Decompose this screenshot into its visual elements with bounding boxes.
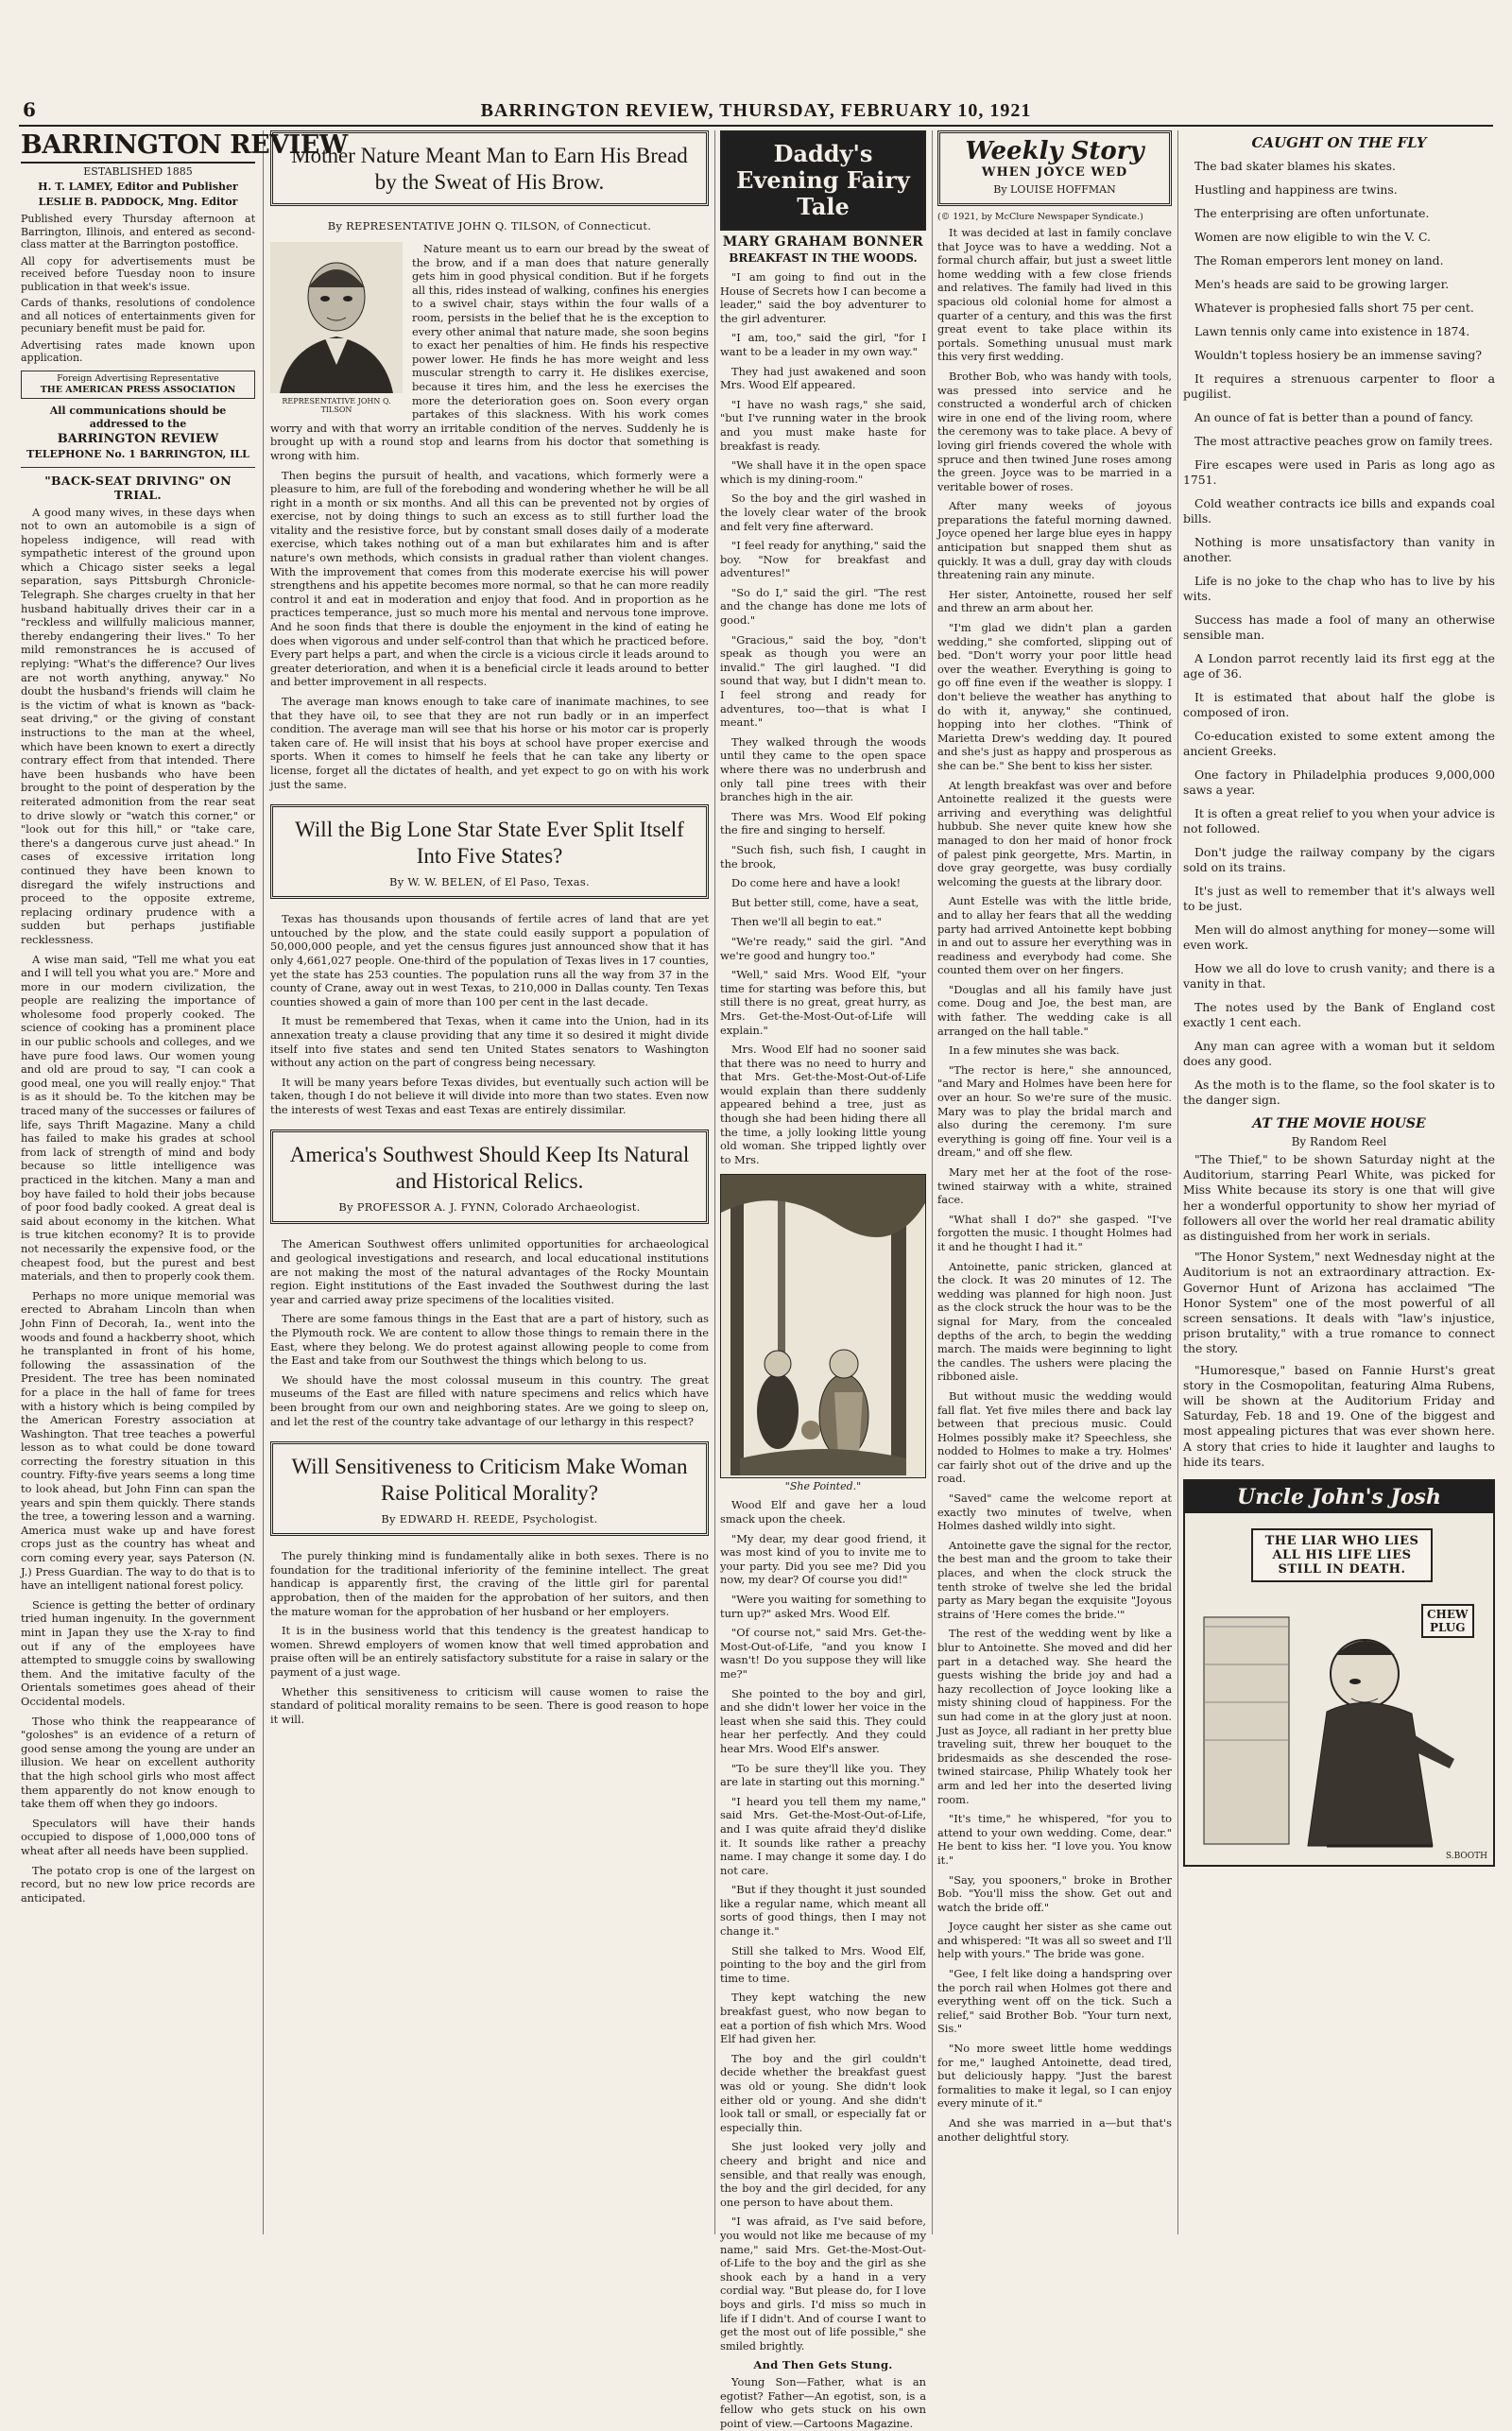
cartoon-body (1185, 1513, 1493, 1865)
brief-item: An ounce of fat is better than a pound of fancy. (1194, 410, 1474, 424)
cartoon-panel (1183, 1479, 1495, 1867)
paragraph: "Douglas and all his family have just come. Doug and Joe, the best man, are with father. The wedding cake is all arranged on the hall table." (937, 982, 1172, 1038)
masthead-cards-notice: Cards of thanks, resolutions of condolence and all notices of entertainments given for pecuniary benefit must be paid for. (21, 297, 255, 335)
ad-representative-box (21, 371, 255, 399)
fairy-tale-banner: Daddy's Evening Fairy Tale (720, 130, 926, 231)
cartoon-caption: THE LIAR WHO LIES ALL HIS LIFE LIES STILL IN DEATH. (1251, 1528, 1433, 1582)
brief-item: Hustling and happiness are twins. (1194, 182, 1398, 197)
paragraph: Still she talked to Mrs. Wood Elf, pointing to the boy and the girl from time to time. (720, 1943, 926, 1985)
brief-item: Any man can agree with a woman but it seldom does any good. (1183, 1039, 1495, 1068)
brief-item: A London parrot recently laid its first egg at the age of 36. (1183, 651, 1495, 681)
paragraph: Texas has thousands upon thousands of fertile acres of land that are yet untouched by the plow, and the state could easily support a population of 50,000,000 people, and yet the census figures just announced show that it has only 4,661,027 people. One-third of the population of Texas lives in 17 counties, yet the state has 253 counties. The population runs all the way from 37 in the county of Crane, away out in west Texas, to 210,000 in Dallas county. Ten Texas counties showed a gain of more than 100 per cent in the last decade. (270, 912, 709, 1009)
fairy-tale-subtitle: BREAKFAST IN THE WOODS. (729, 251, 918, 265)
paragraph: Joyce caught her sister as she came out and whispered: "It was all so sweet and I'll help with yours." The bride was gone. (937, 1920, 1172, 1961)
paragraph: "Were you waiting for something to turn up?" asked Mrs. Wood Elf. (720, 1593, 926, 1620)
paragraph: Science is getting the better of ordinary tried human ingenuity. In the government mint in Japan they use the X-ray to find out if any of the employees have attempted to smuggle coins by swallowing them. And the imitative faculty of the Orientals sometimes goes ahead of their Occidental models. (21, 1597, 255, 1708)
masthead-manager: LESLIE B. PADDOCK, Mng. Editor (38, 196, 238, 208)
cartoon-title: Uncle John's Josh (1185, 1481, 1493, 1513)
paragraph: "I'm glad we didn't plan a garden wedding," she comforted, slipping out of bed. "Don't worry your poor little head over the weather. Everything is going to go off fine even if the weather is sloppy. I don't believe the weather has anything to do with it, anyway," she continued, hopping into her clothes. "Think of Marietta Drew's wedding day. It poured and she's just as happy and prosperous as she can be." She bent to kiss her sister. (937, 621, 1172, 772)
column-weekly-story (937, 130, 1172, 2234)
brief-item: It is often a great relief to you when your advice is not followed. (1183, 806, 1495, 836)
paragraph: Those who think the reappearance of "goloshes" is an evidence of a return of good sense among the young are under an illusion. We hear on excellent authority that the high school girls who most affect them apparently do not know enough to take them off when they go indoors. (21, 1714, 255, 1811)
caught-on-fly-title: CAUGHT ON THE FLY (1251, 134, 1427, 151)
paragraph: "It's time," he whispered, "for you to attend to your own wedding. Come, dear." He bent to kiss her. "I love you. You know it." (937, 1812, 1172, 1867)
paragraph: But without music the wedding would fall flat. Yet five miles there and back lay between that precious music. Could Holmes possibly make it? Speechless, she nodded to Holmes to make a try. Holmes' car fairly shot out of the drive and up the road. (937, 1388, 1172, 1486)
paragraph: "Gracious," said the boy, "don't speak as though you were an invalid." The girl laughed. "I did sound that way, but I didn't mean to. I feel strong and ready for adventures, too—that is what I meant." (720, 632, 926, 730)
article-title: Mother Nature Meant Man to Earn His Bread by the Sweat of His Brow. (291, 144, 688, 194)
sign-line: CHEW (1427, 1608, 1469, 1622)
paragraph: The potato crop is one of the largest on record, but no new low price records are anticipated. (21, 1863, 255, 1905)
brief-item: The most attractive peaches grow on family trees. (1194, 434, 1493, 448)
masthead-advertising: Advertising rates made known upon application. (21, 338, 255, 364)
paragraph: "I am going to find out in the House of Secrets how I can become a leader," said the boy adventurer to the girl adventurer. (720, 270, 926, 325)
brief-item: Co-education existed to some extent among the ancient Greeks. (1183, 729, 1495, 758)
paragraph: "What shall I do?" she gasped. "I've forgotten the music. I thought Holmes had it and he thought I had it." (937, 1212, 1172, 1253)
brief-item: The Roman emperors lent money on land. (1194, 253, 1444, 267)
paragraph: She just looked very jolly and cheery and bright and nice and sensible, and that really was enough, the boy and the girl decided, for any one person to have about them. (720, 2140, 926, 2209)
paragraph: "To be sure they'll like you. They are late in starting out this morning." (720, 1761, 926, 1789)
paragraph: "I have no wash rags," she said, "but I've running water in the brook and you must make haste for breakfast is ready. (720, 397, 926, 453)
paragraph: The purely thinking mind is fundamentally alike in both sexes. There is no foundation for the traditional inferiority of the feminine intellect. The great handicap is apparently first, the craving of the little girl for parental approbation, then of the maiden for the approbation of her suitors, and then the mature woman for the approbation of her husband or her employers. (270, 1549, 709, 1618)
paragraph: We should have the most colossal museum in this country. The great museums of the East are filled with nature specimens and relics which have been brought from our own and neighboring states. Are we going to sleep on, and let the rest of the country take advantage of our lethargy in this respect? (270, 1372, 709, 1428)
header-rule (19, 125, 1493, 127)
paragraph: It is in the business world that this tendency is the greatest handicap to women. Shrewd employers of women know that well timed approbation and praise often will be an entirely satisfactory substitute for a raise in salary or the payment of a just wage. (270, 1624, 709, 1679)
verse-line: Do come here and have a look! (731, 876, 902, 890)
page-number: 6 (23, 98, 36, 121)
brief-item: Whatever is prophesied falls short 75 per cent. (1194, 301, 1474, 315)
paragraph: "But if they thought it just sounded like a regular name, which meant all sorts of good things, then I may not change it." (720, 1883, 926, 1939)
column-rule (932, 130, 933, 2234)
paragraph: Speculators will have their hands occupied to dispose of 1,000,000 tons of wheat after all needs have been supplied. (21, 1816, 255, 1857)
weekly-story-subtitle: WHEN JOYCE WED (981, 165, 1128, 180)
paragraph: "Saved" came the welcome report at exactly two minutes of twelve, when Holmes dashed wildly into sight. (937, 1491, 1172, 1533)
paragraph: Mrs. Wood Elf had no sooner said that there was no need to hurry and that Mrs. Get-the-Most-Out-of-Life would explain than there suddenly appeared behind a tree, just as though she had been hiding there all the time, a jolly looking little young old woman. She tripped lightly over to Mrs. (720, 1043, 926, 1166)
column-rule (263, 130, 264, 2234)
paragraph: "My dear, my dear good friend, it was most kind of you to invite me to your party. Did you see me? Did you now, my dear? Of course you did!" (720, 1531, 926, 1587)
paragraph: "We shall have it in the open space which is my dining-room." (720, 458, 926, 486)
paragraph: Whether this sensitiveness to criticism will cause women to raise the standard of political morality remains to be seen. There is good reason to hope it will. (270, 1684, 709, 1726)
paragraph: Aunt Estelle was with the little bride, and to allay her fears that all the wedding party had arrived Antoinette kept bobbing in and out to assure her everything was in readiness and everybody had come. She counted them over on her fingers. (937, 894, 1172, 977)
paragraph: "So do I," said the girl. "The rest and the change has done me lots of good." (720, 585, 926, 628)
article-byline: By W. W. BELEN, of El Paso, Texas. (389, 875, 590, 889)
filler-title: And Then Gets Stung. (753, 2358, 893, 2372)
cartoon-artist-signature: S.BOOTH (1445, 1852, 1487, 1862)
paragraph: "Well," said Mrs. Wood Elf, "your time for starting was before this, but still there is no great, great hurry, as Mrs. Get-the-Most-Out-of-Life will explain." (720, 968, 926, 1037)
paragraph: Antoinette gave the signal for the rector, the best man and the groom to take their places, and when the clock struck the tenth stroke of twelve she led the bridal party as Mary began the exquisite "Joyous strains of 'Here comes the bride.'" (937, 1538, 1172, 1621)
fairy-tale-author: MARY GRAHAM BONNER (722, 234, 924, 250)
paragraph: They kept watching the new breakfast guest, who now began to eat a portion of fish which Mrs. Wood Elf had given her. (720, 1991, 926, 2046)
brief-item: Wouldn't topless hosiery be an immense saving? (1194, 348, 1482, 362)
weekly-story-title: Weekly Story (965, 137, 1144, 165)
paragraph: The American Southwest offers unlimited opportunities for archaeological and geological investigations and research, and local educational institutions are not making the most of the natural advantages of the Rocky Mountain region. Eight institutions of the East invaded the Southwest during the last year and carried away prize specimens of the localities visited. (270, 1237, 709, 1306)
paragraph: The boy and the girl couldn't decide whether the breakfast guest was old or young. She didn't look either old or young. And she didn't look tall or small, or especially fat or especially thin. (720, 2051, 926, 2134)
masthead-published: Published every Thursday afternoon at Barrington, Illinois, and entered as second-class matter at the Barrington postoffice. (21, 213, 255, 250)
sign-line: PLUG (1429, 1621, 1466, 1635)
address-line: All communications should be addressed to the (49, 404, 227, 430)
ad-rep-line: Foreign Advertising Representative (57, 372, 219, 384)
masthead-copy-notice: All copy for advertisements must be received before Tuesday noon to insure publication in that week's issue. (21, 254, 255, 293)
paragraph: "I am, too," said the girl, "for I want to be a leader in my own way." (720, 331, 926, 358)
address-telephone: TELEPHONE No. 1 BARRINGTON, ILL (26, 447, 249, 460)
paragraph: They walked through the woods until they came to the open space where there was no underbrush and only tall pine trees with their branches high in the air. (720, 734, 926, 804)
address-paper: BARRINGTON REVIEW (57, 431, 219, 446)
verse-line: Then we'll all begin to eat." (731, 915, 882, 929)
paragraph: "Of course not," said Mrs. Get-the-Most-Out-of-Life, "and you know I wasn't! Do you suppose they will like me?" (720, 1626, 926, 1681)
paragraph: Mary met her at the foot of the rose-twined stairway with a white, strained face. (937, 1165, 1172, 1207)
woods-scene-illustration (721, 1175, 925, 1475)
paragraph: In a few minutes she was back. (949, 1043, 1120, 1058)
paragraph: The rest of the wedding went by like a blur to Antoinette. She moved and did her part in a detached way. She heard the guests wishing the bride joy and had a hazy recollection of Joyce looking like a misty shining cloud of happiness. For the sun had come in at the glory just at noon. Just as Joyce, all radiant in her pretty blue traveling suit, threw her bouquet to the bridesmaids as she descended the rose-twined staircase, Philip Whately took her arm and led her into the deserted living room. (937, 1627, 1172, 1806)
article-headline-box (270, 1441, 709, 1536)
paragraph: Nature meant us to earn our bread by the sweat of the brow, and if a man does that nature generally gets him in good physical condition. But if he forgets all this, rides instead of walking, confines his energies to a swivel chair, stays within the four walls of a room, persists in the belief that he is the exception to every other animal that nature made, she soon begins to exact her penalties of him. He finds his respective power lower. He finds he has more weight and less muscular strength to carry it. He dislikes exercise, because it tires him, and the less he exercises the more the deterioration goes on. Soon every organ partakes of this slackness. With his work comes worry and with that worry an irritable condition of the nerves. Suddenly he is brought up with a round stop and learns from his doctor that something is wrong with him. (270, 242, 710, 462)
verse-line: But better still, come, have a seat, (731, 895, 919, 909)
brief-item: The bad skater blames his skates. (1194, 159, 1396, 173)
left-story-body (21, 506, 255, 1905)
portrait-caption: REPRESENTATIVE JOHN Q. TILSON (282, 397, 391, 414)
paragraph: Her sister, Antoinette, roused her self and threw an arm about her. (937, 587, 1172, 615)
brief-item: It requires a strenuous carpenter to floor a pugilist. (1183, 371, 1495, 401)
article-title: Will the Big Lone Star State Ever Split Itself Into Five States? (295, 818, 684, 869)
verse-line: "Such fish, such fish, I caught in the brook, (720, 842, 926, 871)
article-title: America's Southwest Should Keep Its Natural and Historical Relics. (289, 1143, 690, 1194)
syndicate-note: (© 1921, by McClure Newspaper Syndicate.) (937, 212, 1143, 222)
paragraph: Perhaps no more unique memorial was erected to Abraham Lincoln than when John Finn of Decorah, Ia., went into the woods and found a hackberry shoot, which he transplanted in front of his home, following the assassination of the President. The tree has been nominated for a place in the hall of fame for trees with a history which is being compiled by the American Forestry association at Washington. That tree teaches a powerful lesson as to what could be done toward correcting the forestry situation in this country. Fifty-five years seems a long time to look ahead, but John Finn can span the years and spin them quickly. There stands the tree, a towering lesson and a warning. America must wake up and have forest crops just as the country has wheat and corn coming every year, says Paterson (N. J.) Press Guardian. The way to do that is to have an intelligent national forest policy. (21, 1288, 255, 1593)
brief-item: Nothing is more unsatisfactory than vanity in another. (1183, 535, 1495, 564)
brief-item: The enterprising are often unfortunate. (1194, 206, 1430, 220)
paragraph: Antoinette, panic stricken, glanced at the clock. It was 20 minutes of 12. The wedding was planned for high noon. Just as the clock struck the hour was to be the signal for Mary, from the concealed depths of the arch, to begin the wedding march. The maids were beginning to light the candles. The ushers were placing the ribboned aisle. (937, 1259, 1172, 1384)
column-articles (270, 130, 709, 2234)
article-headline-box (270, 1129, 709, 1224)
paragraph: "The rector is here," she announced, "and Mary and Holmes have been here for over an hour. So we're sure of the music. Mary was to play the bridal march and also during the ceremony. I'm sure everything is going off fine. Your veil is a dream," and off she flew. (937, 1062, 1172, 1160)
column-briefs (1183, 130, 1495, 2234)
paragraph: It must be remembered that Texas, when it came into the Union, had in its annexation treaty a clause providing that any time it so desired it might divide itself into five states and send ten United States senators to Washington without any action on the part of congress being necessary. (270, 1014, 709, 1070)
paragraph: So the boy and the girl washed in the lovely clear water of the brook and felt very fine afterward. (720, 491, 926, 533)
illustration-caption: "She Pointed." (784, 1480, 862, 1493)
movie-house-title: AT THE MOVIE HOUSE (1252, 1116, 1426, 1131)
paragraph: "I heard you tell them my name," said Mrs. Get-the-Most-Out-of-Life, and I was quite afraid they'd dislike it. It sounds like rather a preachy name. I may change it some day. I do not care. (720, 1794, 926, 1877)
paragraph: Brother Bob, who was handy with tools, was pressed into service and he constructed a wonderful arch of chicken wire in one end of the living room, where the ceremony was to take place. A bevy of loving girl friends covered the whole with spruce and then twined June roses among the green. Joyce was to be married in a veritable bower of roses. (937, 369, 1172, 493)
paragraph: There are some famous things in the East that are a part of history, such as the Plymouth rock. We are content to allow those things to remain there in the East, where they belong. We do protest against allowing people to come from the East and take from our Southwest the things which belong to us. (270, 1312, 709, 1368)
masthead-title: BARRINGTON REVIEW (21, 130, 255, 164)
brief-item: Life is no joke to the chap who has to live by his wits. (1183, 574, 1495, 603)
paragraph: "Say, you spooners," broke in Brother Bob. "You'll miss the show. Get out and watch the bride off." (937, 1872, 1172, 1914)
column-rule (714, 130, 715, 2234)
story-title: "BACK-SEAT DRIVING" ON TRIAL. (44, 473, 232, 502)
portrait-illustration (270, 242, 403, 393)
portrait-image (270, 242, 403, 414)
paragraph: "The Thief," to be shown Saturday night at the Auditorium, starring Pearl White, was picked for Miss White because its story is one that will give her a wonderful opportunity to show her myriad of followers all over the world her real dramatic ability as distinguished from her work in serials. (1183, 1152, 1495, 1244)
brief-item: Fire escapes were used in Paris as long ago as 1751. (1183, 457, 1495, 487)
brief-item: Cold weather contracts ice bills and expands coal bills. (1183, 496, 1495, 526)
brief-item: One factory in Philadelphia produces 9,000,000 saws a year. (1183, 767, 1495, 797)
paragraph: It was decided at last in family conclave that Joyce was to have a wedding. Not a formal church affair, but just a sweet little home wedding with a few close friends and relatives. The family had lived in this spacious old colonial home for almost a quarter of a century, and this was the first great event to take place within its portals. Something unusual must mark this very first wedding. (937, 226, 1172, 364)
brief-item: Men's heads are said to be growing larger. (1194, 277, 1450, 291)
column-fairy-tale (720, 130, 926, 2431)
paragraph: A wise man said, "Tell me what you eat and I will tell you what you are." More and more in our modern civilization, the people are realizing the importance of wholesome food properly cooked. The science of cooking has a prominent place in our public schools and colleges, and we have pure food laws. Our women young and old are proud to say, "I can cook a good meal, one you will really enjoy." That is as it should be. To the kitchen may be traced many of the successes or failures of life, says Thrift Magazine. Many a child has failed to make his grades at school from lack of strength of mind and body because so little intelligence was practiced in the kitchen. Many a man and boy have failed to hold their jobs because of poor food badly cooked. A great deal is said about economy in the kitchen. What is true kitchen economy? It is to provide not necessarily the expensive food, or the cheapest food, but the purest and best materials, and then to properly cook them. (21, 952, 255, 1284)
movie-house-byline: By Random Reel (1291, 1135, 1387, 1148)
paragraph: "Humoresque," based on Fannie Hurst's great story in the Cosmopolitan, featuring Alma Rubens, will be shown at the Auditorium Friday and Saturday, Feb. 18 and 19. One of the biggest and most appealing pictures that was ever shown here. A story that cries to hide it laughter and laughs to hide its tears. (1183, 1362, 1495, 1469)
divider (21, 467, 255, 468)
paragraph: There was Mrs. Wood Elf poking the fire and singing to herself. (720, 809, 926, 837)
paragraph: "The Honor System," next Wednesday night at the Auditorium is not an extraordinary attraction. Ex-Governor Hunt of Arizona has acclaimed "The Honor System" one of the most powerful of all screen sensations. It deals with "law's injustice, prison brutality," with a true romance to connect the story. (1183, 1250, 1495, 1356)
column-rule (1177, 130, 1178, 2234)
paragraph: After many weeks of joyous preparations the fateful morning dawned. Joyce opened her large blue eyes in happy anticipation but snapped them shut as quickly. It was a dull, gray day with clouds threatening rain any minute. (937, 499, 1172, 582)
brief-item: It's just as well to remember that it's always well to be just. (1183, 884, 1495, 913)
paragraph: "I feel ready for anything," said the boy. "Now for breakfast and adventures!" (720, 539, 926, 580)
filler-text: Young Son—Father, what is an egotist? Father—An egotist, son, is a fellow who gets stuck on his own point of view.—Cartoons Magazine. (720, 2375, 926, 2431)
brief-item: Success has made a fool of many an otherwise sensible man. (1183, 612, 1495, 642)
brief-item: As the moth is to the flame, so the fool skater is to the danger sign. (1183, 1078, 1495, 1107)
weekly-story-banner (937, 130, 1172, 206)
paragraph: "No more sweet little home weddings for me," laughed Antoinette, dead tired, but deliciously happy. "Just the barest formalities to make it legal, so I can enjoy every minute of it." (937, 2042, 1172, 2111)
paragraph: She pointed to the boy and girl, and she didn't lower her voice in the least when she said this. They could hear her perfectly. And they could hear Mrs. Wood Elf's answer. (720, 1686, 926, 1755)
article-byline: By EDWARD H. REEDE, Psychologist. (381, 1512, 598, 1526)
brief-item: How we all do love to crush vanity; and there is a vanity in that. (1183, 961, 1495, 991)
paragraph: It will be many years before Texas divides, but eventually such action will be taken, though I do not believe it will divide into more than two states. Even now the interests of west Texas and east Texas are entirely dissimilar. (270, 1075, 709, 1116)
brief-item: Lawn tennis only came into existence in 1874. (1194, 324, 1470, 338)
running-head: BARRINGTON REVIEW, THURSDAY, FEBRUARY 10, 1921 (480, 100, 1032, 121)
brief-item: Women are now eligible to win the V. C. (1194, 230, 1431, 244)
brief-item: It is estimated that about half the globe is composed of iron. (1183, 690, 1495, 719)
brief-item: Don't judge the railway company by the cigars sold on its trains. (1183, 845, 1495, 874)
brief-item: Men will do almost anything for money—some will even work. (1183, 922, 1495, 952)
paragraph: They had just awakened and soon Mrs. Wood Elf appeared. (720, 364, 926, 392)
paragraph: And she was married in a—but that's another delightful story. (937, 2116, 1172, 2144)
paragraph: At length breakfast was over and before Antoinette realized it the guests were arriving and everything was delightful hubbub. She never quite knew how she managed to don her maid of honor frock of palest pink georgette, Mrs. Martin, in dove gray georgette, was busy cordially welcoming the guests at the library door. (937, 778, 1172, 888)
brief-item: The notes used by the Bank of England cost exactly 1 cent each. (1183, 1000, 1495, 1029)
paragraph: Wood Elf and gave her a loud smack upon the cheek. (720, 1498, 926, 1526)
article-byline: By REPRESENTATIVE JOHN Q. TILSON, of Connecticut. (327, 219, 652, 233)
masthead-established: ESTABLISHED 1885 (83, 165, 193, 178)
paragraph: The average man knows enough to take care of inanimate machines, to see that they have oil, to see that they are not run badly or in an imperfect condition. The average man will see that his horse or his motor car is properly taken care of. He will insist that his boys at school have proper exercise and sports. When it comes to himself he feels that he can take any liberty or license, forget all the dictates of health, and yet expect to go on with his work just the same. (270, 695, 709, 791)
paragraph: "Gee, I felt like doing a handspring over the porch rail when Holmes got there and everything went off on the tick. Such a relief," said Brother Bob. "Your turn next, Sis." (937, 1967, 1172, 2036)
cartoon-sign (1421, 1604, 1474, 1638)
paragraph: "I was afraid, as I've said before, you would not like me because of my name," said Mrs. Get-the-Most-Out-of-Life to the boy and the girl as she shook each by a hand in a very cordial way. "But please do, for I love boys and girls. I'd miss so much in life if I didn't. And of course I want to get the most out of life possible," she smiled brightly. (720, 2215, 926, 2353)
masthead-editor: H. T. LAMEY, Editor and Publisher (38, 181, 238, 193)
paragraph: A good many wives, in these days when not to own an automobile is a sign of hopeless indigence, will read with sympathetic interest of the ground upon which a Chicago sister seeks a legal separation, says Pittsburgh Chronicle-Telegraph. She charges cruelty in that her husband habitually drives their car in a "reckless and willfully malicious manner, thereby endangering their lives." To her mild remonstrances he is accused of replying: "What's the difference? Our lives are not worth anything, anyway." No doubt the husband's friends will claim he is the victim of what is known as "back-seat driving," or the giving of constant instructions to the man at the wheel, which have been known to exert a directly contrary effect from that intended. There have been husbands who have been brought to the point of desperation by the reiterated admonition from the rear seat to drive slowly or "watch this corner," or "look out for this hill," or "take care, there's a dangerous curve just ahead." In cases of excessive irritation long continued they have been known to disregard the wifely instructions and proceed to the opposite extreme, replacing ordinary prudence with a sudden but perhaps justifiable recklessness. (21, 505, 255, 946)
article-title: Will Sensitiveness to Criticism Make Woman Raise Political Morality? (291, 1455, 688, 1506)
ad-rep-name: THE AMERICAN PRESS ASSOCIATION (40, 384, 236, 395)
article-byline: By PROFESSOR A. J. FYNN, Colorado Archaeologist. (338, 1200, 641, 1215)
fairy-tale-illustration (720, 1174, 926, 1478)
article-headline-box (270, 130, 709, 206)
article-headline-box (270, 804, 709, 899)
paragraph: Then begins the pursuit of health, and vacations, which formerly were a pleasure to him, are full of the foreboding and wondering whether he will be all right in a month or six months. And all this can be prevented not by orgies of exercise, not by doing things to such an excess as to still further load the vitality and the resistive force, but by constant small doses daily of a moderate exercise, which takes nothing out of a man but exhilarates him and is after nature's own methods, which consists in gradual rather than violent changes. With the improvement that comes from this moderate exercise his will power strengthens and his appetite becomes more normal, so that he can more readily control it and eat in moderation and enjoy that food. And in proportion as he practices temperance, just so much more his mental and nervous tone improve. And he soon finds that there is double the enjoyment in the kind of eating he does when vigorous and under self-control than that which he practiced before. Every part helps a part, and when the circle is a vicious circle it leads around to greater deterioration, and when it is a beneficial circle it leads around to better and better improvement in all respects. (270, 468, 709, 689)
weekly-story-byline: By LOUISE HOFFMAN (993, 183, 1116, 196)
paragraph: "We're ready," said the girl. "And we're good and hungry too." (720, 934, 926, 962)
